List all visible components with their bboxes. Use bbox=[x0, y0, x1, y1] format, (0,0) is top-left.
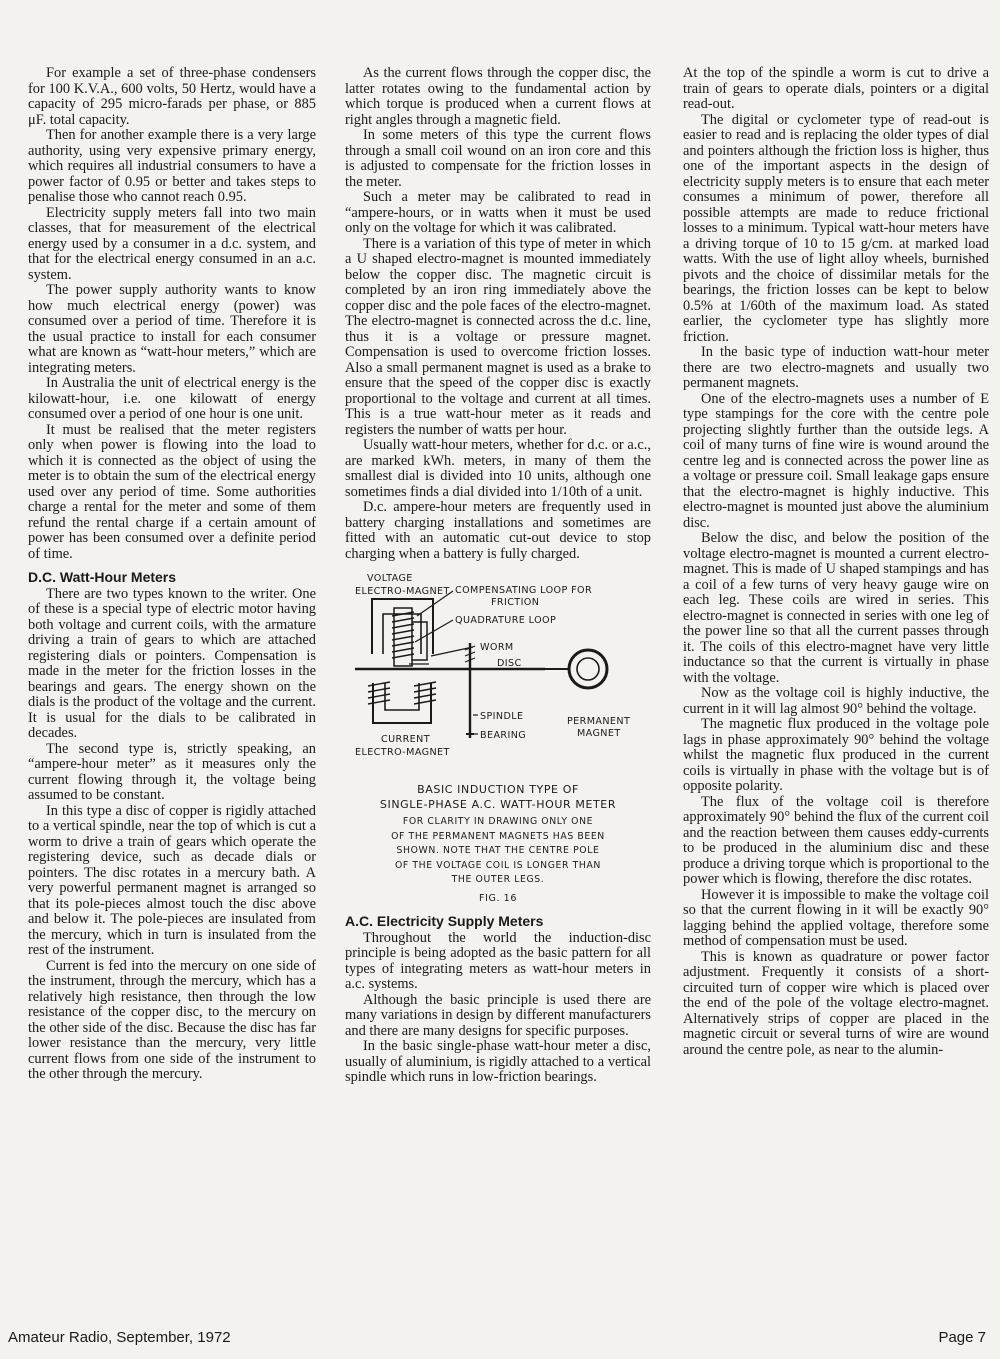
label-compensating: COMPENSATING LOOP FOR bbox=[455, 585, 593, 596]
paragraph: Then for another example there is a very large authority, using very expensive primary energy, which requires all industrial consumers to have a power factor of 0.95 or better and takes steps to penalise those who cannot reach 0.95. bbox=[28, 127, 316, 205]
paragraph: The magnetic flux produced in the voltage pole lags in phase approximately 90° behind the voltage whilst the magnetic flux produced in the current coils is virtually in phase with the voltage but is of opposite polarity. bbox=[683, 716, 989, 794]
compensating-loop bbox=[412, 622, 427, 660]
voltage-coil bbox=[392, 612, 414, 658]
paragraph: Usually watt-hour meters, whether for d.c. or a.c., are marked kWh. meters, in many of them the smallest dial is divided into 10 units, although one sometimes finds a dial divided into 1/10th of a unit. bbox=[345, 437, 651, 500]
figure-caption bbox=[345, 782, 651, 906]
paragraph: In this type a disc of copper is rigidly attached to a vertical spindle, near the top of which is cut a worm to drive a train of gears which operate the registering device, such as decade dials or pointers. The disc rotates in a mercury bath. A very powerful permanent magnet is arranged so that its pole-pieces almost touch the disc above and below it. The pole-pieces are insulated from the mercury, which in turn is insulated from the rest of the instrument. bbox=[28, 802, 316, 958]
column-1 bbox=[28, 66, 316, 1083]
label-bearing: BEARING bbox=[480, 730, 527, 741]
watt-hour-meter-diagram bbox=[345, 568, 651, 776]
label-worm: WORM bbox=[480, 642, 514, 653]
paragraph: In the basic single-phase watt-hour meter a disc, usually of aluminium, is rigidly attached to a vertical spindle which runs in low-friction bearings. bbox=[345, 1038, 651, 1085]
label-magnet: MAGNET bbox=[577, 728, 621, 739]
caption-note-line: SHOWN. NOTE THAT THE CENTRE POLE bbox=[396, 845, 600, 856]
paragraph: The digital or cyclometer type of read-out is easier to read and is replacing the older types of dial and pointers although the friction loss is higher, thus one of the important aspects in the design of electricity supply meters is to ensure that each meter consumes a minimum of power, therefore all possible attempts are made to reduce frictional losses to a minimum. Typical watt-hour meters have a driving torque of 10 to 15 g/cm. at marked load watts. With the use of light alloy wheels, burnished pivots and the choice of dissimilar metals for the bearings, the friction losses can be kept to below 0.5% at 1/60th of the maximum load. As stated earlier, the cyclometer type has slightly more friction. bbox=[683, 111, 989, 345]
paragraph: Such a meter may be calibrated to read in “ampere-hours, or in watts when it must be used only on the voltage for which it was calibrated. bbox=[345, 189, 651, 236]
paragraph: Current is fed into the mercury on one side of the instrument, through the mercury, which has a relatively high resistance, then through the low resistance of the copper disc, to the mercury on the other side of the disc. Because the disc has far lower resistance than the mercury, very little current flows from one side of the instrument to the other through the mercury. bbox=[28, 957, 316, 1082]
paragraph: Throughout the world the induction-disc principle is being adopted as the basic pattern for all types of integrating meters as watt-hour meters in a.c. systems. bbox=[345, 929, 651, 992]
paragraph: One of the electro-magnets uses a number of E type stampings for the core with the centre pole projecting slightly further than the outside legs. A coil of many turns of fine wire is wound around the centre leg and is connected across the power line as a voltage or pressure coil. Small leakage gaps ensure that the electro-magnet is highly inductive. This electro-magnet is mounted just above the aluminium disc. bbox=[683, 390, 989, 531]
label-voltage-em: ELECTRO-MAGNET bbox=[355, 586, 450, 597]
paragraph: In the basic type of induction watt-hour meter there are two electro-magnets and usually two permanent magnets. bbox=[683, 344, 989, 391]
paragraph: For example a set of three-phase condensers for 100 K.V.A., 600 volts, 50 Hertz, would have a capacity of 295 micro-farads per phase, or 885 μF. total capacity. bbox=[28, 65, 316, 128]
current-coil-right bbox=[414, 682, 436, 704]
caption-line: BASIC INDUCTION TYPE OF bbox=[417, 783, 579, 796]
paragraph: As the current flows through the copper disc, the latter rotates owing to the fundamental action by which torque is produced when a current flows at right angles through a magnetic field. bbox=[345, 65, 651, 128]
caption-note-line: THE OUTER LEGS. bbox=[451, 874, 545, 885]
label-quadrature: QUADRATURE LOOP bbox=[455, 615, 557, 626]
paragraph: In Australia the unit of electrical energy is the kilowatt-hour, i.e. one kilowatt of energy consumed over a period of one hour is one unit. bbox=[28, 375, 316, 422]
footer-publication: Amateur Radio, September, 1972 bbox=[8, 1329, 231, 1346]
label-spindle: SPINDLE bbox=[480, 711, 524, 722]
paragraph: The flux of the voltage coil is therefore approximately 90° behind the flux of the current coil and the reaction between them causes eddy-currents to be produced in the aluminium disc and these produce a driving torque which is proportional to the power which is flowing, therefore the disc rotates. bbox=[683, 793, 989, 887]
label-current: CURRENT bbox=[381, 734, 430, 745]
permanent-magnet bbox=[569, 650, 607, 688]
label-permanent: PERMANENT bbox=[567, 716, 631, 727]
paragraph: Below the disc, and below the position of the voltage electro-magnet is mounted a current electro-magnet. This is made of U shaped stampings and has a coil of a few turns of very heavy gauge wire on each leg. These coils are wired in series. This electro-magnet is connected in series with one leg of the power line so that all the current passes through it. The coils of this electro-magnet have very little inductance so that the current is virtually in phase with the voltage. bbox=[683, 530, 989, 686]
figure-number: FIG. 16 bbox=[479, 892, 517, 904]
paragraph: Now as the voltage coil is highly inductive, the current in it will lag almost 90° behind the voltage. bbox=[683, 685, 989, 717]
paragraph: This is known as quadrature or power factor adjustment. Frequently it consists of a short-circuited turn of copper wire which is placed over the end of the pole of the voltage electro-magnet. Alternatively strips of copper are placed in the magnetic circuit or several turns of wire are wound around the centre pole, as near to the alumin- bbox=[683, 948, 989, 1058]
column-3 bbox=[683, 66, 989, 1058]
caption-note-line: OF THE PERMANENT MAGNETS HAS BEEN bbox=[391, 830, 605, 842]
section-heading-ac-meters: A.C. Electricity Supply Meters bbox=[345, 913, 544, 929]
label-voltage: VOLTAGE bbox=[367, 573, 413, 584]
section-heading-dc-meters: D.C. Watt-Hour Meters bbox=[28, 569, 177, 585]
caption-line: SINGLE-PHASE A.C. WATT-HOUR METER bbox=[379, 798, 617, 811]
paragraph: D.c. ampere-hour meters are frequently used in battery charging installations and sometimes are fitted with an automatic cut-out device to stop charging when a battery is fully charged. bbox=[345, 499, 651, 562]
caption-note-line: FOR CLARITY IN DRAWING ONLY ONE bbox=[402, 816, 594, 827]
paragraph: However it is impossible to make the voltage coil so that the current flowing in it will be exactly 90° lagging behind the applied voltage, therefore some method of compensation must be used. bbox=[683, 886, 989, 949]
caption-note-line: OF THE VOLTAGE COIL IS LONGER THAN bbox=[394, 859, 601, 871]
paragraph: There are two types known to the writer. One of these is a special type of electric motor having both voltage and current coils, with the armature driving a train of gears to which are attached registering dials or pointers. Compensation is made in the meter for the friction losses in the bearings and gears. The energy shown on the dials is the product of the voltage and the current. It is usual for the dials to be calibrated in decades. bbox=[28, 585, 316, 741]
current-coil-left bbox=[368, 682, 390, 704]
paragraph: In some meters of this type the current flows through a small coil wound on an iron core and this is adjusted to compensate for the friction losses in the meter. bbox=[345, 127, 651, 190]
footer-page-number: Page 7 bbox=[938, 1329, 986, 1346]
paragraph: It must be realised that the meter registers only when power is flowing into the load to which it is connected as the object of using the meter is to obtain the sum of the electrical energy used over any period of time. Some authorities charge a rental for the meter and some of them refund the rental charge if a certain amount of power has been consumed over a definite period of time. bbox=[28, 421, 316, 562]
label-friction: FRICTION bbox=[491, 597, 540, 608]
paragraph: There is a variation of this type of meter in which a U shaped electro-magnet is mounted immediately below the copper disc. The magnetic circuit is completed by an iron ring immediately above the copper disc and the pole faces of the electro-magnet. The electro-magnet is connected across the d.c. line, thus it is a voltage or pressure magnet. Compensation is used to overcome friction losses. Also a small permanent magnet is used as a brake to ensure that the speed of the copper disc is exactly proportional to the voltage and current at all times. This is a true watt-hour meter as it reads and registers the number of watts per hour. bbox=[345, 235, 651, 438]
paragraph: The second type is, strictly speaking, an “ampere-hour meter” as it measures only the current flowing through it, the voltage being assumed to be constant. bbox=[28, 740, 316, 803]
paragraph: The power supply authority wants to know how much electrical energy (power) was consumed over a period of time. Therefore it is the usual practice to install for each consumer what are known as “watt-hour meters,” which are integrating meters. bbox=[28, 282, 316, 376]
label-current-em: ELECTRO-MAGNET bbox=[355, 747, 450, 758]
column-2 bbox=[345, 66, 651, 1086]
paragraph: At the top of the spindle a worm is cut to drive a train of gears to operate dials, pointers or a digital read-out. bbox=[683, 65, 989, 112]
paragraph: Although the basic principle is used there are many variations in design by different manufacturers and there are many designs for specific purposes. bbox=[345, 991, 651, 1039]
figure-16 bbox=[345, 568, 651, 906]
paragraph: Electricity supply meters fall into two main classes, that for measurement of the electrical energy used by a consumer in a d.c. system, and that for the electrical energy consumed in an a.c. system. bbox=[28, 204, 316, 283]
label-disc: DISC bbox=[497, 658, 522, 669]
